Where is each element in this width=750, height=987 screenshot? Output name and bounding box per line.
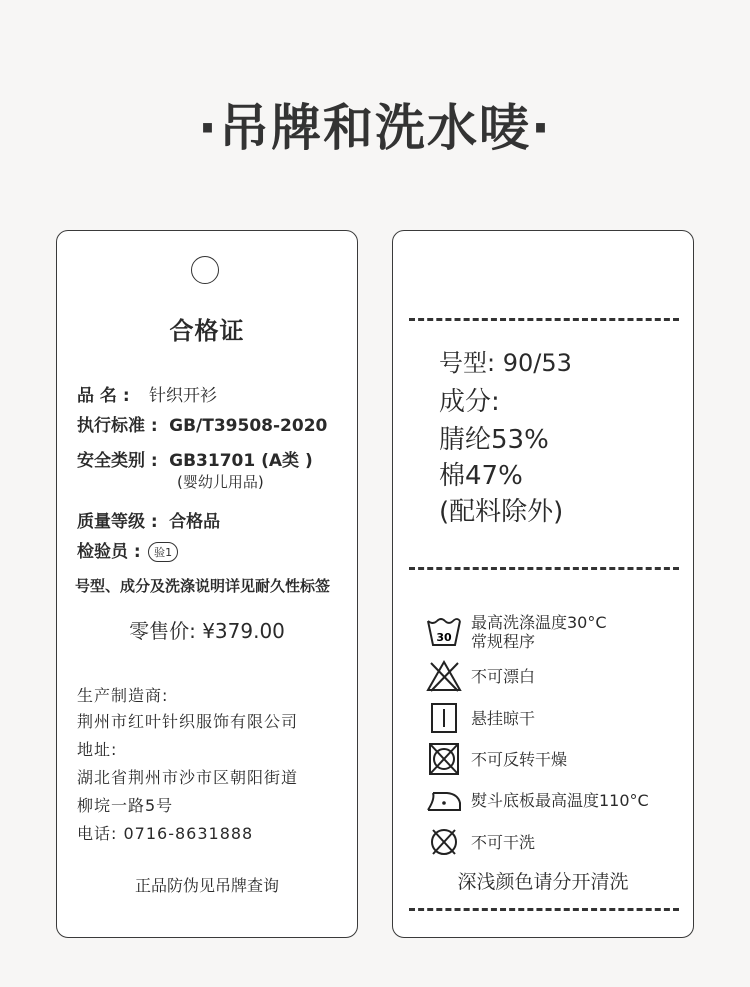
wash-instruction <box>471 613 607 651</box>
wash-instruction-line2: 常规程序 <box>471 632 536 651</box>
no-bleach-text: 不可漂白 <box>471 666 536 686</box>
color-separation-note: 深浅颜色请分开清洗 <box>457 871 629 893</box>
safety-row <box>77 446 313 471</box>
durable-label-notice: 号型、成分及洗涤说明详见耐久性标签 <box>75 577 331 595</box>
authenticity-note: 正品防伪见吊牌查询 <box>134 876 279 895</box>
line-dry-text: 悬挂晾干 <box>471 708 536 728</box>
grade-label: 质量等级 : <box>77 512 158 532</box>
wash-instruction-line1: 最高洗涤温度30°C <box>471 613 607 632</box>
no-dry-clean-icon <box>425 825 463 859</box>
dashed-divider-top <box>409 318 679 321</box>
address-line-1: 湖北省荆州市沙市区朝阳街道 <box>77 768 299 787</box>
size-spec: 号型: 90/53 <box>439 349 572 377</box>
product-name-row <box>77 381 217 406</box>
fiber-cotton: 棉47% <box>439 461 523 491</box>
iron-110-icon <box>425 783 463 817</box>
address-label: 地址: <box>77 740 118 759</box>
care-item-iron <box>425 783 649 817</box>
dashed-divider-middle <box>409 567 679 570</box>
care-item-no-bleach <box>425 659 535 693</box>
standard-row <box>77 411 327 436</box>
no-tumble-dry-text: 不可反转干燥 <box>471 749 568 769</box>
svg-text:30: 30 <box>436 631 452 644</box>
address-line-2: 柳垸一路5号 <box>77 796 174 815</box>
manufacturer-label: 生产制造商: <box>77 686 169 705</box>
no-tumble-dry-icon <box>425 742 463 776</box>
care-label-card <box>392 230 694 938</box>
dashed-divider-bottom <box>409 908 679 911</box>
grade-value: 合格品 <box>169 512 221 532</box>
safety-value: GB31701 (A类 ) <box>169 451 313 471</box>
care-item-no-dry-clean <box>425 825 535 859</box>
certificate-title: 合格证 <box>169 317 245 345</box>
inspector-stamp: 验1 <box>148 542 178 562</box>
care-item-wash <box>425 615 607 649</box>
manufacturer-name: 荆州市红叶针织服饰有限公司 <box>77 712 299 731</box>
inspector-label: 检验员 : <box>77 542 141 562</box>
product-name-value: 针织开衫 <box>149 386 218 406</box>
composition-exclusion: (配料除外) <box>439 497 564 527</box>
no-dry-clean-text: 不可干洗 <box>471 832 536 852</box>
grade-row <box>77 507 220 532</box>
line-dry-icon <box>425 701 463 735</box>
care-item-line-dry <box>425 701 535 735</box>
phone: 电话: 0716-8631888 <box>77 824 254 843</box>
composition-label: 成分: <box>439 387 500 417</box>
inspector-row <box>77 537 178 562</box>
page-title: ·吊牌和洗水唛· <box>198 99 552 157</box>
standard-label: 执行标准 : <box>77 416 158 436</box>
fiber-acrylic: 腈纶53% <box>439 425 549 455</box>
hang-hole <box>191 256 219 284</box>
safety-label: 安全类别 : <box>77 451 158 471</box>
safety-note: (婴幼儿用品) <box>177 473 264 491</box>
wash-30-icon <box>425 615 463 649</box>
no-bleach-icon <box>425 659 463 693</box>
retail-price: 零售价: ¥379.00 <box>129 619 285 643</box>
iron-text: 熨斗底板最高温度110°C <box>471 790 649 810</box>
hang-tag-card <box>56 230 358 938</box>
standard-value: GB/T39508-2020 <box>169 416 328 436</box>
care-item-no-tumble-dry <box>425 742 567 776</box>
product-name-label: 品 名 : <box>77 386 130 406</box>
